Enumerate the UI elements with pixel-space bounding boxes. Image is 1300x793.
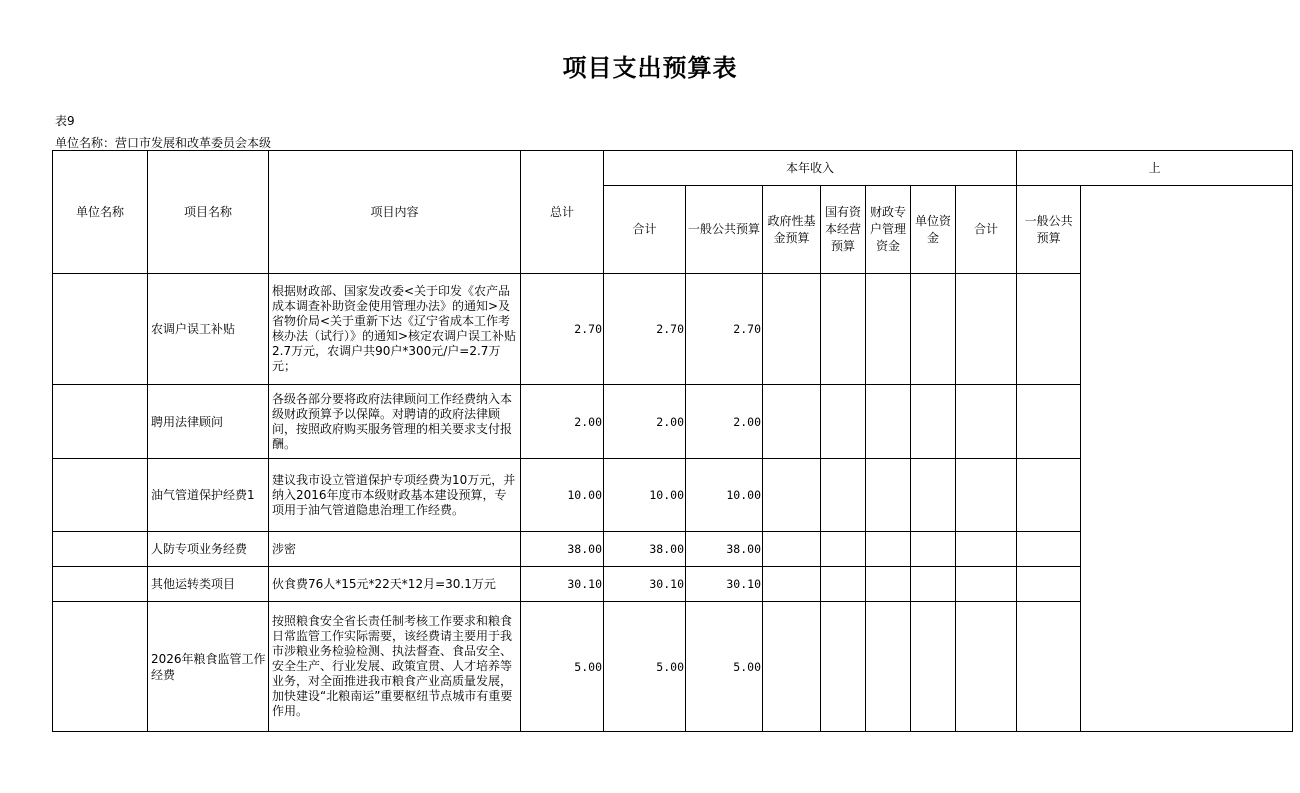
cell-total: 30.10 bbox=[521, 567, 604, 602]
cell-empty bbox=[911, 459, 956, 532]
cell-empty bbox=[866, 385, 911, 459]
cell-empty bbox=[763, 274, 821, 385]
project-expenditure-table bbox=[52, 150, 1293, 732]
cell-unit bbox=[53, 532, 148, 567]
table-row bbox=[53, 567, 1293, 602]
cell-general: 5.00 bbox=[686, 602, 763, 732]
cell-total: 10.00 bbox=[521, 459, 604, 532]
cell-empty bbox=[866, 532, 911, 567]
cell-empty bbox=[866, 567, 911, 602]
cell-general: 38.00 bbox=[686, 532, 763, 567]
cell-total: 2.70 bbox=[521, 274, 604, 385]
table-row bbox=[53, 385, 1293, 459]
cell-empty bbox=[911, 532, 956, 567]
cell-empty bbox=[763, 459, 821, 532]
cell-empty bbox=[763, 567, 821, 602]
unit-name-line: 单位名称：营口市发展和改革委员会本级 bbox=[55, 136, 272, 150]
cell-empty bbox=[956, 459, 1017, 532]
cell-project: 聘用法律顾问 bbox=[148, 385, 269, 459]
cell-content: 涉密 bbox=[269, 532, 521, 567]
cell-general: 30.10 bbox=[686, 567, 763, 602]
cell-unit bbox=[53, 567, 148, 602]
cell-project: 人防专项业务经费 bbox=[148, 532, 269, 567]
cell-project: 2026年粮食监管工作经费 bbox=[148, 602, 269, 732]
header-total: 总计 bbox=[521, 151, 604, 274]
cell-unit bbox=[53, 459, 148, 532]
cell-unit bbox=[53, 274, 148, 385]
budget-table-viewport bbox=[52, 150, 1161, 734]
cell-empty bbox=[821, 274, 866, 385]
cell-empty bbox=[911, 385, 956, 459]
cell-empty bbox=[1017, 274, 1081, 385]
cell-general: 2.00 bbox=[686, 385, 763, 459]
cell-empty bbox=[956, 567, 1017, 602]
cell-empty bbox=[911, 274, 956, 385]
cell-empty bbox=[1017, 602, 1081, 732]
cell-total: 38.00 bbox=[521, 532, 604, 567]
cell-empty bbox=[1017, 532, 1081, 567]
cell-sum: 30.10 bbox=[604, 567, 686, 602]
cell-project: 油气管道保护经费1 bbox=[148, 459, 269, 532]
cell-empty bbox=[1017, 385, 1081, 459]
cell-sum: 38.00 bbox=[604, 532, 686, 567]
cell-empty bbox=[821, 567, 866, 602]
header-fund: 政府性基金预算 bbox=[763, 186, 821, 274]
cell-empty bbox=[821, 385, 866, 459]
cell-sum: 2.00 bbox=[604, 385, 686, 459]
cell-empty bbox=[821, 532, 866, 567]
table-row bbox=[53, 532, 1293, 567]
cell-content: 伙食费76人*15元*22天*12月=30.1万元 bbox=[269, 567, 521, 602]
cell-content: 按照粮食安全省长责任制考核工作要求和粮食日常监管工作实际需要，该经费请主要用于我市涉粮业务检验检测、执法督查、食品安全、安全生产、行业发展、政策宣贯、人才培养等业务，对全面推进我市粮食产业高质量发展，加快建设“北粮南运”重要枢纽节点城市有重要作用。 bbox=[269, 602, 521, 732]
cell-empty bbox=[866, 602, 911, 732]
table-number: 表9 bbox=[55, 114, 75, 128]
cell-project: 农调户误工补贴 bbox=[148, 274, 269, 385]
cell-content: 根据财政部、国家发改委<关于印发《农产品成本调查补助资金使用管理办法》的通知>及省物价局<关于重新下达《辽宁省成本工作考核办法（试行）》的通知>核定农调户误工补贴2.7万元，农调户共90户*300元/户=2.7万元； bbox=[269, 274, 521, 385]
cell-unit bbox=[53, 385, 148, 459]
page-title: 项目支出预算表 bbox=[562, 54, 738, 82]
cell-project: 其他运转类项目 bbox=[148, 567, 269, 602]
header-special: 财政专户管理资金 bbox=[866, 186, 911, 274]
header-income-group: 本年收入 bbox=[604, 151, 1017, 186]
cell-empty bbox=[763, 532, 821, 567]
header-sum2: 合计 bbox=[956, 186, 1017, 274]
cell-empty bbox=[866, 459, 911, 532]
table-row bbox=[53, 459, 1293, 532]
header-unit-fund: 单位资金 bbox=[911, 186, 956, 274]
cell-empty bbox=[763, 602, 821, 732]
cell-empty bbox=[956, 274, 1017, 385]
cell-empty bbox=[911, 602, 956, 732]
header-content: 项目内容 bbox=[269, 151, 521, 274]
cell-empty bbox=[1017, 567, 1081, 602]
cell-empty bbox=[956, 532, 1017, 567]
header-project: 项目名称 bbox=[148, 151, 269, 274]
cell-empty bbox=[763, 385, 821, 459]
cell-empty bbox=[911, 567, 956, 602]
header-prev-group: 上 bbox=[1017, 151, 1293, 186]
cell-empty bbox=[821, 459, 866, 532]
cell-empty bbox=[1017, 459, 1081, 532]
header-general2: 一般公共预算 bbox=[1017, 186, 1081, 274]
cell-empty bbox=[821, 602, 866, 732]
cell-total: 2.00 bbox=[521, 385, 604, 459]
header-state: 国有资本经营预算 bbox=[821, 186, 866, 274]
cell-sum: 2.70 bbox=[604, 274, 686, 385]
cell-empty bbox=[956, 602, 1017, 732]
header-general: 一般公共预算 bbox=[686, 186, 763, 274]
table-row bbox=[53, 274, 1293, 385]
header-sum: 合计 bbox=[604, 186, 686, 274]
cell-general: 10.00 bbox=[686, 459, 763, 532]
cell-content: 各级各部分要将政府法律顾问工作经费纳入本级财政预算予以保障。对聘请的政府法律顾问，按照政府购买服务管理的相关要求支付报酬。 bbox=[269, 385, 521, 459]
cell-empty bbox=[956, 385, 1017, 459]
cell-empty bbox=[866, 274, 911, 385]
cell-general: 2.70 bbox=[686, 274, 763, 385]
cell-sum: 10.00 bbox=[604, 459, 686, 532]
header-unit: 单位名称 bbox=[53, 151, 148, 274]
cell-sum: 5.00 bbox=[604, 602, 686, 732]
cell-content: 建议我市设立管道保护专项经费为10万元，并纳入2016年度市本级财政基本建设预算，专项用于油气管道隐患治理工作经费。 bbox=[269, 459, 521, 532]
cell-unit bbox=[53, 602, 148, 732]
cell-total: 5.00 bbox=[521, 602, 604, 732]
table-row bbox=[53, 602, 1293, 732]
